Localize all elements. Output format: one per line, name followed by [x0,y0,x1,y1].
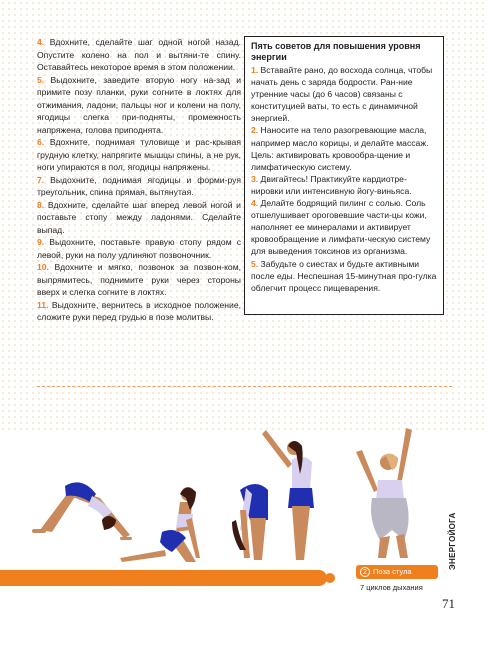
tip-4: 4. Делайте бодрящий пилинг с солью. Соль отшелушивает ороговевшие части-цы кожи, наполняет ее минералами и активирует кровообращение и лимфати-ческую систему для выведения токсинов из организма. [251,198,431,257]
figure-downward-dog [32,482,132,540]
figure-upward-salute [262,430,314,560]
tip-3: 3. Двигайтесь! Практикуйте кардиотре-нировки или интенсивную йогу-виньяса. [251,173,412,196]
energy-tips-box [244,36,444,315]
pose-number-badge: 2 [360,567,370,577]
page-number: 71 [442,596,455,611]
step-4: 4. Вдохните, сделайте шаг одной ногой назад. Опустите колено на пол и вытяни-те спину. Оставайтесь некоторое время в этом положении. [37,37,241,72]
step-10: 10. Вдохните и мягко, позвонок за позвон-ком, выпрямитесь, поднимите руки через стороны вверх и слегка согните в локтях. [37,262,241,297]
figure-forward-fold [232,484,268,560]
figure-lunge [120,487,200,562]
step-5: 5. Выдохните, заведите вторую ногу на-зад и примите позу планки, руки согните в локтях для отжимания, ладони, пальцы ног и колени на полу, ягодицы слегка при-подняты, промежность напряжена, голова приподнята. [37,74,241,135]
tips-title: Пять советов для повышения уровня энергии [251,41,421,62]
tip-2: 2. Наносите на тело разогревающие масла, например масло корицы, и делайте массаж. Цель: активировать кровообра-щение и лимфатическую систему. [251,125,429,172]
tip-5: 5. Забудьте о сиестах и будьте активными после еды. Неспешная 15-минутная про-гулка облегчит процесс пищеварения. [251,258,437,293]
step-7: 7. Выдохните, поднимая ягодицы и форми-руя треугольник, спина прямая, вытянутая. [37,174,241,197]
instruction-steps [37,36,241,324]
step-11: 11. Выдохните, вернитесь в исходное положение, сложите руки перед грудью в позе молитвы. [37,299,241,322]
section-side-label: ЭНЕРГОЙОГА [448,512,457,570]
step-6: 6. Вдохните, поднимая туловище и рас-крывая грудную клетку, напрягите мышцы спины, а не рук, ноги упираются в пол, ягодицы напряжены. [37,137,241,172]
tip-1: 1. Вставайте рано, до восхода солнца, чтобы начать день с заряда бодрости. Ран-ние утренние часы (до 6 часов) связаны с конституцией ваты, то есть с динамичной энергией. [251,65,433,124]
dashed-divider [37,386,452,387]
pose-cycles: 7 циклов дыхания [360,583,423,592]
step-9: 9. Выдохните, поставьте правую стопу рядом с левой, руки на полу удлиняют позвоночник. [37,237,241,260]
step-8: 8. Вдохните, сделайте шаг вперед левой ногой и поставьте стопу между ладонями. Сделайте выпад. [37,199,241,235]
pose-name: Поза стула [373,567,412,576]
yoga-sequence-illustration [0,390,440,580]
figure-chair-pose [356,428,412,558]
pose-label [356,565,438,579]
